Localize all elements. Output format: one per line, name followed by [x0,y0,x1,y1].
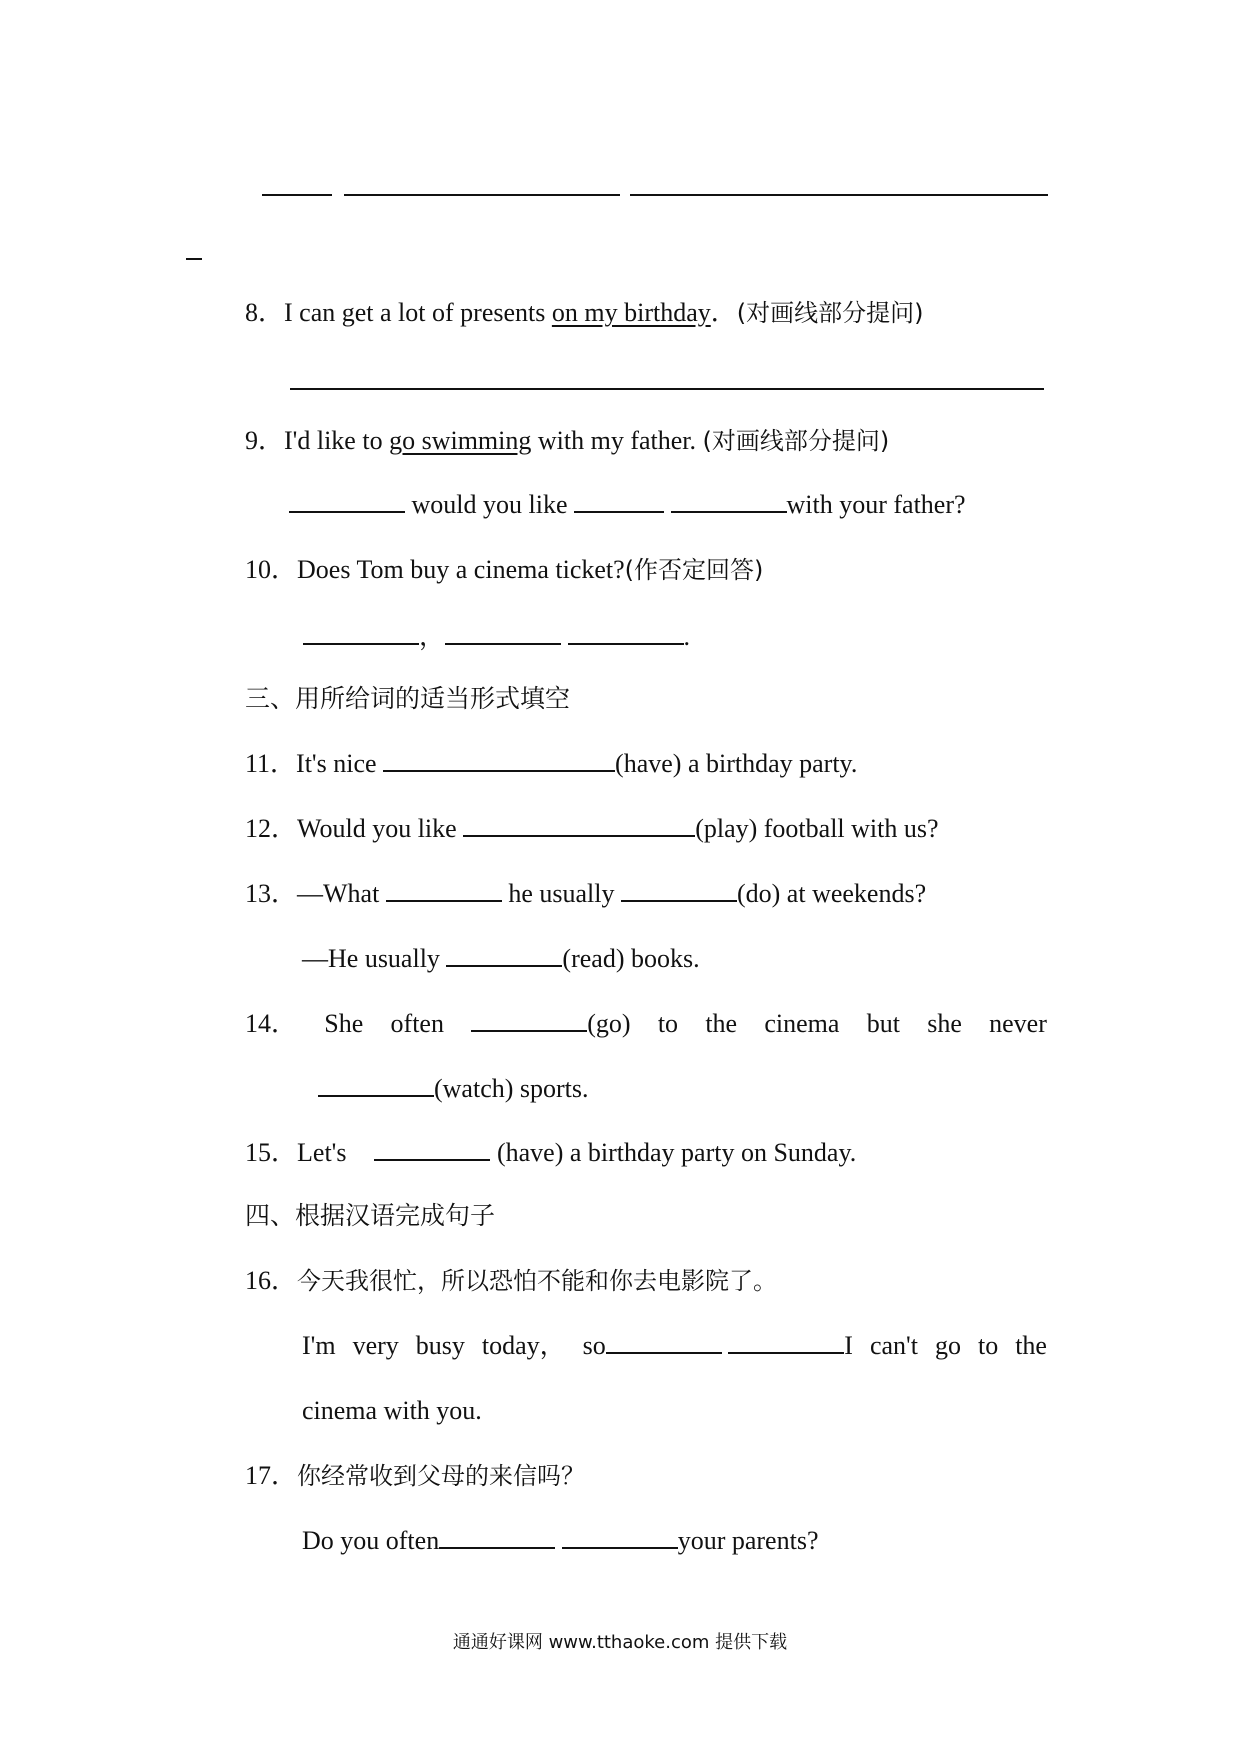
q15-text-2: (have) a birthday party on Sunday. [490,1138,857,1167]
q10-comma: ， [419,622,446,651]
q17-text: Do you often [302,1526,440,1555]
q8-punct: ． [710,298,737,327]
q10-text: Does Tom buy a cinema ticket? [297,555,625,584]
question-17 [245,1459,585,1493]
q12-text-2: (play) football with us? [695,814,939,843]
q9-answer [289,488,966,522]
q14-word: often [390,1009,444,1038]
q13-line-2 [302,942,700,976]
q9-blank-1[interactable] [289,489,405,513]
q16-blank-2[interactable] [728,1330,844,1354]
q9-answer-text: would you like [405,490,574,519]
section-4-heading: 四、根据汉语完成句子 [245,1201,496,1230]
q16-word: go [934,1331,961,1360]
q15-blank[interactable] [374,1137,490,1161]
question-11 [245,747,857,781]
q11-number: 11． [245,749,297,778]
q14-blank-1[interactable] [471,1008,587,1032]
q16-word: very [352,1331,399,1360]
q11-text-2: (have) a birthday party. [615,749,858,778]
page-footer: 通通好课网 www.tthaoke.com 提供下载 [452,1632,788,1653]
stray-dash [186,258,202,260]
q17-blank-2[interactable] [562,1525,678,1549]
question-8 [245,296,924,330]
q14-line2-text: (watch) sports. [434,1074,589,1103]
q10-blank-2[interactable] [445,621,561,645]
question-12 [245,812,939,846]
q10-instruction: (作否定回答) [624,556,764,584]
q9-answer-end: with your father? [786,490,966,519]
q16-word: to [977,1331,999,1360]
q8-answer-line[interactable] [290,388,1044,390]
q17-text-2: your parents? [677,1526,819,1555]
q16-blank-1[interactable] [606,1330,722,1354]
q16-word: today， [481,1331,566,1360]
q13-text-3: (do) at weekends? [736,879,927,908]
q14-word: cinema [764,1009,840,1038]
question-10 [245,553,763,587]
q16-word: can't [869,1331,918,1360]
q9-blank-2[interactable] [574,489,664,513]
q13-blank-3[interactable] [446,943,562,967]
q14-word: but [866,1009,900,1038]
question-13 [245,877,926,911]
q16-word: I [844,1331,853,1360]
q9-instruction: (对画线部分提问) [702,427,890,455]
q8-instruction: (对画线部分提问) [736,299,924,327]
q16-blank-group [583,1329,853,1363]
q14-blank-2[interactable] [318,1073,434,1097]
q16-word: I'm [302,1331,336,1360]
q13-text-2: he usually [501,879,621,908]
q17-blank-1[interactable] [439,1525,555,1549]
q16-chinese: 今天我很忙，所以恐怕不能和你去电影院了。 [297,1267,778,1295]
q13-text: —What [297,879,386,908]
q13-number: 13． [245,879,298,908]
top-answer-line-3 [630,194,1048,196]
section-3-heading: 三、用所给词的适当形式填空 [245,684,571,713]
q12-blank[interactable] [463,813,695,837]
q15-number: 15． [245,1138,298,1167]
q12-number: 12． [245,814,298,843]
q14-word: to [657,1009,679,1038]
q17-number: 17． [245,1461,298,1490]
q10-answer [303,620,690,654]
top-answer-line-2 [344,194,620,196]
q9-number: 9． [245,426,285,455]
q11-blank[interactable] [383,748,615,772]
q9-text: I'd like to [284,426,390,455]
q9-blank-3[interactable] [671,489,787,513]
q13-line2-text-2: (read) books. [562,944,700,973]
q14-line-2 [318,1072,589,1106]
q16-number: 16． [245,1266,298,1295]
q8-text: I can get a lot of presents [284,298,552,327]
q16-line-3: cinema with you. [302,1396,482,1425]
top-answer-line-1 [262,194,332,196]
q17-chinese: 你经常收到父母的来信吗？ [297,1462,586,1490]
question-15 [245,1136,856,1170]
q9-underlined: go swimming [389,426,532,455]
q14-word: the [705,1009,738,1038]
q14-word: She [324,1009,364,1038]
q8-underlined: on my birthday [551,298,711,327]
q15-text: Let's [297,1138,347,1167]
q13-blank-1[interactable] [386,878,502,902]
q13-blank-2[interactable] [621,878,737,902]
q14-word: (go) [587,1009,631,1038]
q8-number: 8． [245,298,285,327]
q9-text-2: with my father. [531,426,703,455]
q14-number: 14． [245,1009,298,1038]
question-9 [245,424,889,458]
q16-word: so [582,1331,606,1360]
q14-word: never [989,1009,1047,1038]
q12-text: Would you like [297,814,464,843]
q13-line2-text: —He usually [302,944,447,973]
question-16 [245,1264,777,1298]
q16-word: busy [415,1331,465,1360]
q17-line-2 [302,1524,818,1558]
q16-line-2 [302,1329,1047,1363]
q10-period: . [683,622,691,651]
q11-text: It's nice [296,749,384,778]
q16-word: the [1015,1331,1047,1360]
q10-number: 10． [245,555,298,584]
q14-blank-group [471,1007,630,1041]
question-14 [245,1007,1047,1041]
q10-blank-3[interactable] [568,621,684,645]
q14-word: she [927,1009,962,1038]
q10-blank-1[interactable] [303,621,419,645]
